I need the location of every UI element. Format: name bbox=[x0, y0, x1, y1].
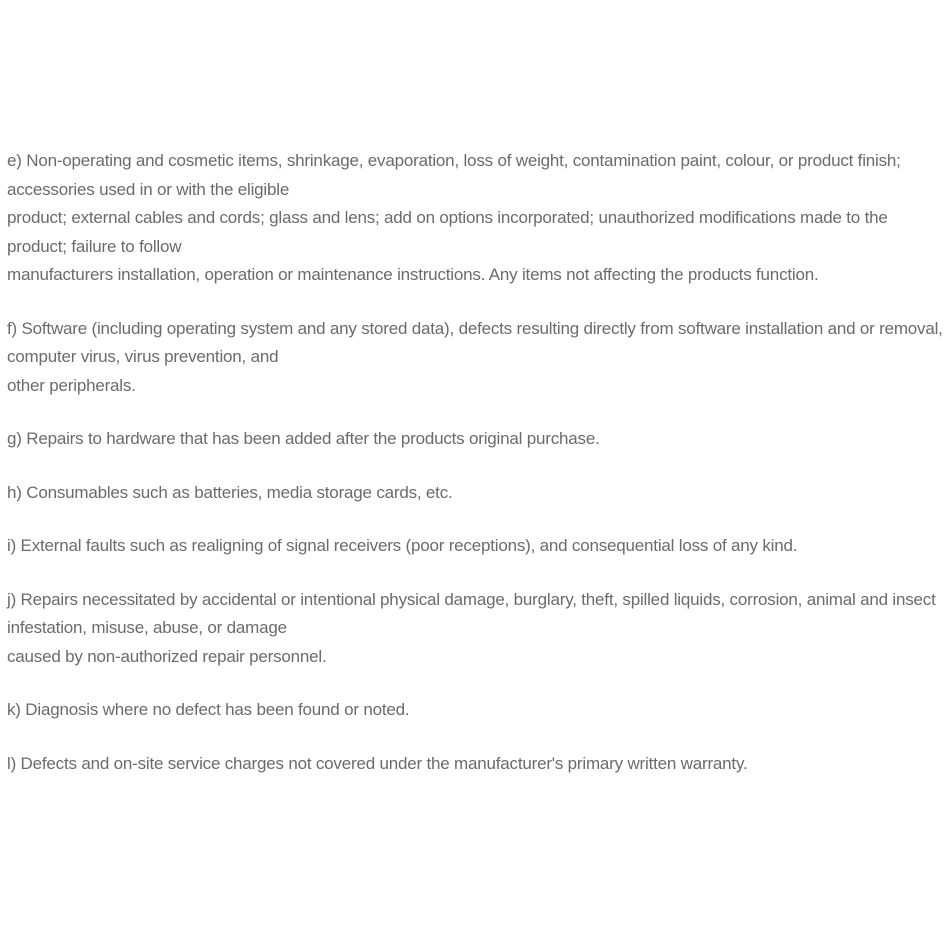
clause-g-line-1: g) Repairs to hardware that has been added after the products original purchase. bbox=[7, 429, 600, 448]
clause-f bbox=[7, 315, 947, 401]
clause-f-line-1: f) Software (including operating system and any stored data), defects resulting directly from software installation and or removal, computer virus, virus prevention, and bbox=[7, 318, 943, 366]
clause-h-line-1: h) Consumables such as batteries, media storage cards, etc. bbox=[7, 482, 453, 502]
clause-e-line-3: manufacturers installation, operation or maintenance instructions. Any items not affecting the products function. bbox=[7, 265, 819, 284]
clause-e-line-2: product; external cables and cords; glass and lens; add on options incorporated; unauthorized modifications made to the product; failure to follow bbox=[7, 208, 888, 256]
clause-h bbox=[7, 479, 947, 508]
warranty-exclusions-list bbox=[7, 147, 947, 803]
clause-l-line-1: l) Defects and on-site service charges not covered under the manufacturer's primary written warranty. bbox=[7, 753, 748, 773]
clause-g bbox=[7, 425, 947, 454]
clause-k bbox=[7, 696, 947, 725]
clause-k-line-1: k) Diagnosis where no defect has been found or noted. bbox=[7, 700, 410, 719]
clause-e-line-1: e) Non-operating and cosmetic items, shrinkage, evaporation, loss of weight, contamination paint, colour, or product finish; accessories used in or with the eligible bbox=[7, 151, 901, 199]
clause-f-line-2: other peripherals. bbox=[7, 375, 136, 395]
clause-i bbox=[7, 532, 947, 561]
clause-i-line-1: i) External faults such as realigning of signal receivers (poor receptions), and consequential loss of any kind. bbox=[7, 536, 798, 555]
clause-j-line-2: caused by non-authorized repair personnel. bbox=[7, 646, 327, 666]
clause-j-line-1: j) Repairs necessitated by accidental or intentional physical damage, burglary, theft, spilled liquids, corrosion, animal and insect infestation, misuse, abuse, or damage bbox=[7, 589, 936, 637]
clause-l bbox=[7, 750, 947, 779]
clause-e bbox=[7, 147, 947, 290]
clause-j bbox=[7, 586, 947, 672]
